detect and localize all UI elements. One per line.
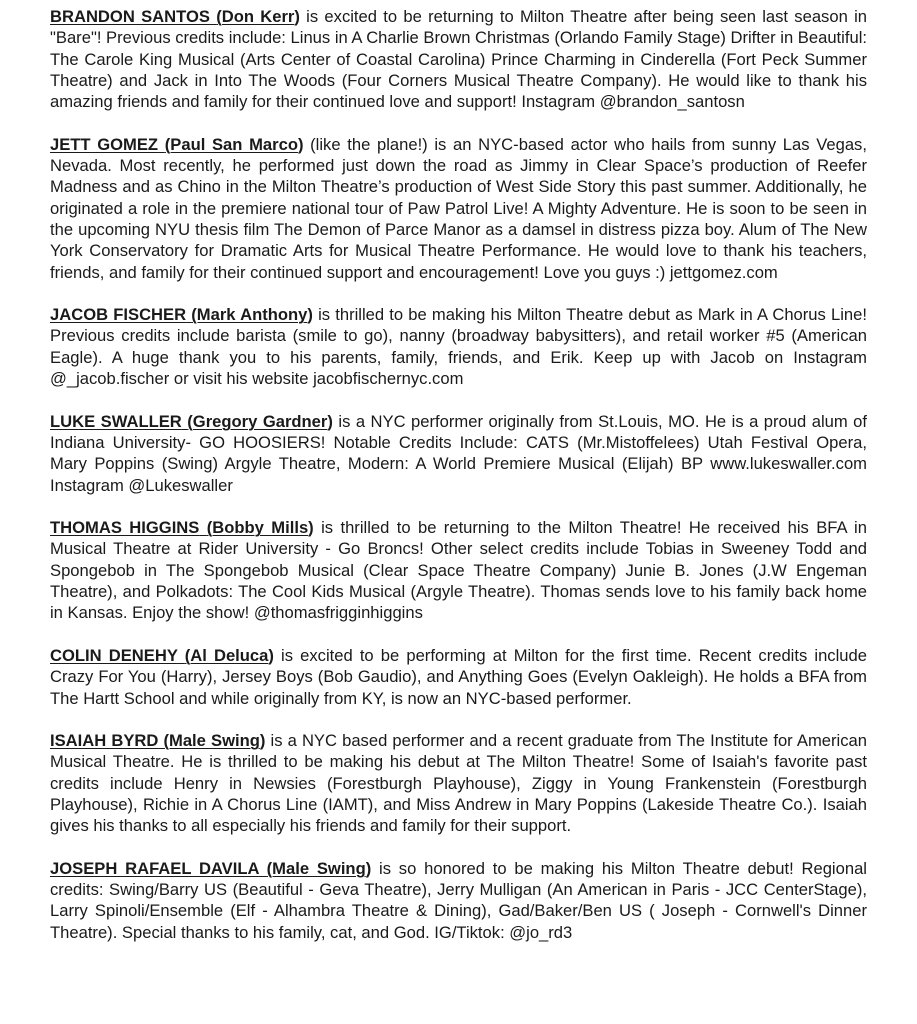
bio-text: is so honored to be making his Milton Theatre debut! Regional credits: Swing/Barry US (Beautiful - Geva Theatre), Jerry Mulligan (An American in Paris - JCC CenterStage), Larry Spinoli/Ensemble (Elf - Alhambra Theatre & Dining), Gad/Baker/Ben US ( Joseph - Cornwell's Dinner Theatre). Special thanks to his family, cat, and God. IG/Tiktok: @jo_rd3 xyxy=(50,858,867,942)
bio-name-heading: THOMAS HIGGINS (Bobby Mills xyxy=(50,518,309,538)
bio-name-heading: LUKE SWALLER (Gregory Gardner xyxy=(50,411,328,431)
bio-name-heading: JACOB FISCHER (Mark Anthony xyxy=(50,305,308,325)
bio-jacob-fischer: JACOB FISCHER (Mark Anthony) is thrilled to be making his Milton Theatre debut as Mark in A Chorus Line! Previous credits include barista (smile to go), nanny (broadway babysitters), and retail worker #5 (American Eagle). A huge thank you to his parents, family, friends, and Erik. Keep up with Jacob on Instagram @_jacob.fischer or visit his website jacobfischernyc.com xyxy=(50,305,867,389)
bio-text: (like the plane!) is an NYC-based actor who hails from sunny Las Vegas, Nevada. Most recently, he performed just down the road as Jimmy in Clear Space’s production of Reefer Madness and as Chino in the Milton Theatre’s production of West Side Story this past summer. Additionally, he originated a role in the premiere national tour of Paw Patrol Live! A Mighty Adventure. He is soon to be seen in the upcoming NYU thesis film The Demon of Parce Manor as a damsel in distress pizza boy. Alum of The New York Conservatory for Dramatic Arts for Musical Theatre Performance. He would love to thank his teachers, friends, and family for their continued support and encouragement! Love you guys :) jettgomez.com xyxy=(50,134,867,282)
bio-text: is a NYC performer originally from St.Louis, MO. He is a proud alum of Indiana University- GO HOOSIERS! Notable Credits Include: CATS (Mr.Mistoffelees) Utah Festival Opera, Mary Poppins (Swing) Argyle Theatre, Modern: A World Premiere Musical (Elijah) BP www.lukeswaller.com Instagram @Lukeswaller xyxy=(50,411,867,495)
bio-colin-denehy: COLIN DENEHY (Al Deluca) is excited to be performing at Milton for the first time. Recent credits include Crazy For You (Harry), Jersey Boys (Bob Gaudio), and Anything Goes (Evelyn Oakleigh). He holds a BFA from The Hartt School and while originally from KY, is now an NYC-based performer. xyxy=(50,645,867,708)
bio-isaiah-byrd: ISAIAH BYRD (Male Swing) is a NYC based performer and a recent graduate from The Institute for American Musical Theatre. He is thrilled to be making his debut at The Milton Theatre! Some of Isaiah's favorite past credits include Henry in Newsies (Forestburgh Playhouse), Ziggy in Young Frankenstein (Forestburgh Playhouse), Richie in A Chorus Line (IAMT), and Miss Andrew in Mary Poppins (Lakeside Theatre Co.). Isaiah gives his thanks to all especially his friends and family for their support. xyxy=(50,731,867,836)
bio-text: is a NYC based performer and a recent graduate from The Institute for American Musical Theatre. He is thrilled to be making his debut at The Milton Theatre! Some of Isaiah's favorite past credits include Henry in Newsies (Forestburgh Playhouse), Ziggy in Young Frankenstein (Forestburgh Playhouse), Richie in A Chorus Line (IAMT), and Miss Andrew in Mary Poppins (Lakeside Theatre Co.). Isaiah gives his thanks to all especially his friends and family for their support. xyxy=(50,731,867,836)
bio-text: is thrilled to be making his Milton Theatre debut as Mark in A Chorus Line! Previous credits include barista (smile to go), nanny (broadway babysitters), and retail worker #5 (American Eagle). A huge thank you to his parents, family, friends, and Erik. Keep up with Jacob on Instagram @_jacob.fischer or visit his website jacobfischernyc.com xyxy=(50,305,867,389)
bio-name-heading: JETT GOMEZ (Paul San Marco xyxy=(50,134,298,154)
bio-luke-swaller: LUKE SWALLER (Gregory Gardner) is a NYC performer originally from St.Louis, MO. He is a proud alum of Indiana University- GO HOOSIERS! Notable Credits Include: CATS (Mr.Mistoffelees) Utah Festival Opera, Mary Poppins (Swing) Argyle Theatre, Modern: A World Premiere Musical (Elijah) BP www.lukeswaller.com Instagram @Lukeswaller xyxy=(50,411,867,495)
bio-joseph-rafael-davila: JOSEPH RAFAEL DAVILA (Male Swing) is so honored to be making his Milton Theatre debut! Regional credits: Swing/Barry US (Beautiful - Geva Theatre), Jerry Mulligan (An American in Paris - JCC CenterStage), Larry Spinoli/Ensemble (Elf - Alhambra Theatre & Dining), Gad/Baker/Ben US ( Joseph - Cornwell's Dinner Theatre). Special thanks to his family, cat, and God. IG/Tiktok: @jo_rd3 xyxy=(50,858,867,942)
bio-text: is excited to be performing at Milton for the first time. Recent credits include Crazy For You (Harry), Jersey Boys (Bob Gaudio), and Anything Goes (Evelyn Oakleigh). He holds a BFA from The Hartt School and while originally from KY, is now an NYC-based performer. xyxy=(50,645,867,708)
bio-name-heading: COLIN DENEHY (Al Deluca xyxy=(50,645,269,665)
bio-name-heading: JOSEPH RAFAEL DAVILA (Male Swing xyxy=(50,858,366,878)
bio-name-heading: BRANDON SANTOS (Don Kerr xyxy=(50,7,295,26)
bio-jett-gomez: JETT GOMEZ (Paul San Marco) (like the plane!) is an NYC-based actor who hails from sunny Las Vegas, Nevada. Most recently, he performed just down the road as Jimmy in Clear Space’s production of Reefer Madness and as Chino in the Milton Theatre’s production of West Side Story this past summer. Additionally, he originated a role in the premiere national tour of Paw Patrol Live! A Mighty Adventure. He is soon to be seen in the upcoming NYU thesis film The Demon of Parce Manor as a damsel in distress pizza boy. Alum of The New York Conservatory for Dramatic Arts for Musical Theatre Performance. He would love to thank his teachers, friends, and family for their continued support and encouragement! Love you guys :) jettgomez.com xyxy=(50,134,867,282)
bio-brandon-santos: BRANDON SANTOS (Don Kerr) is excited to be returning to Milton Theatre after being seen last season in "Bare"! Previous credits include: Linus in A Charlie Brown Christmas (Orlando Family Stage) Drifter in Beautiful: The Carole King Musical (Arts Center of Coastal Carolina) Prince Charming in Cinderella (Fort Peck Summer Theatre) and Jack in Into The Woods (Four Corners Musical Theatre Company). He would like to thank his amazing friends and family for their continued love and support! Instagram @brandon_santosn xyxy=(50,7,867,112)
bio-thomas-higgins: THOMAS HIGGINS (Bobby Mills) is thrilled to be returning to the Milton Theatre! He received his BFA in Musical Theatre at Rider University - Go Broncs! Other select credits include Tobias in Sweeney Todd and Spongebob in The Spongebob Musical (Clear Space Theatre Company) Junie B. Jones (J.W Engeman Theatre), and Polkadots: The Cool Kids Musical (Argyle Theatre). Thomas sends love to his family back home in Kansas. Enjoy the show! @thomasfrigginhiggins xyxy=(50,518,867,623)
bio-text: is excited to be returning to Milton Theatre after being seen last season in "Bare"! Previous credits include: Linus in A Charlie Brown Christmas (Orlando Family Stage) Drifter in Beautiful: The Carole King Musical (Arts Center of Coastal Carolina) Prince Charming in Cinderella (Fort Peck Summer Theatre) and Jack in Into The Woods (Four Corners Musical Theatre Company). He would like to thank his amazing friends and family for their continued love and support! Instagram @brandon_santosn xyxy=(50,7,867,112)
bio-text: is thrilled to be returning to the Milton Theatre! He received his BFA in Musical Theatre at Rider University - Go Broncs! Other select credits include Tobias in Sweeney Todd and Spongebob in The Spongebob Musical (Clear Space Theatre Company) Junie B. Jones (J.W Engeman Theatre), and Polkadots: The Cool Kids Musical (Argyle Theatre). Thomas sends love to his family back home in Kansas. Enjoy the show! @thomasfrigginhiggins xyxy=(50,518,867,623)
bio-name-heading: ISAIAH BYRD (Male Swing xyxy=(50,731,260,751)
cast-bios-document xyxy=(50,6,867,964)
